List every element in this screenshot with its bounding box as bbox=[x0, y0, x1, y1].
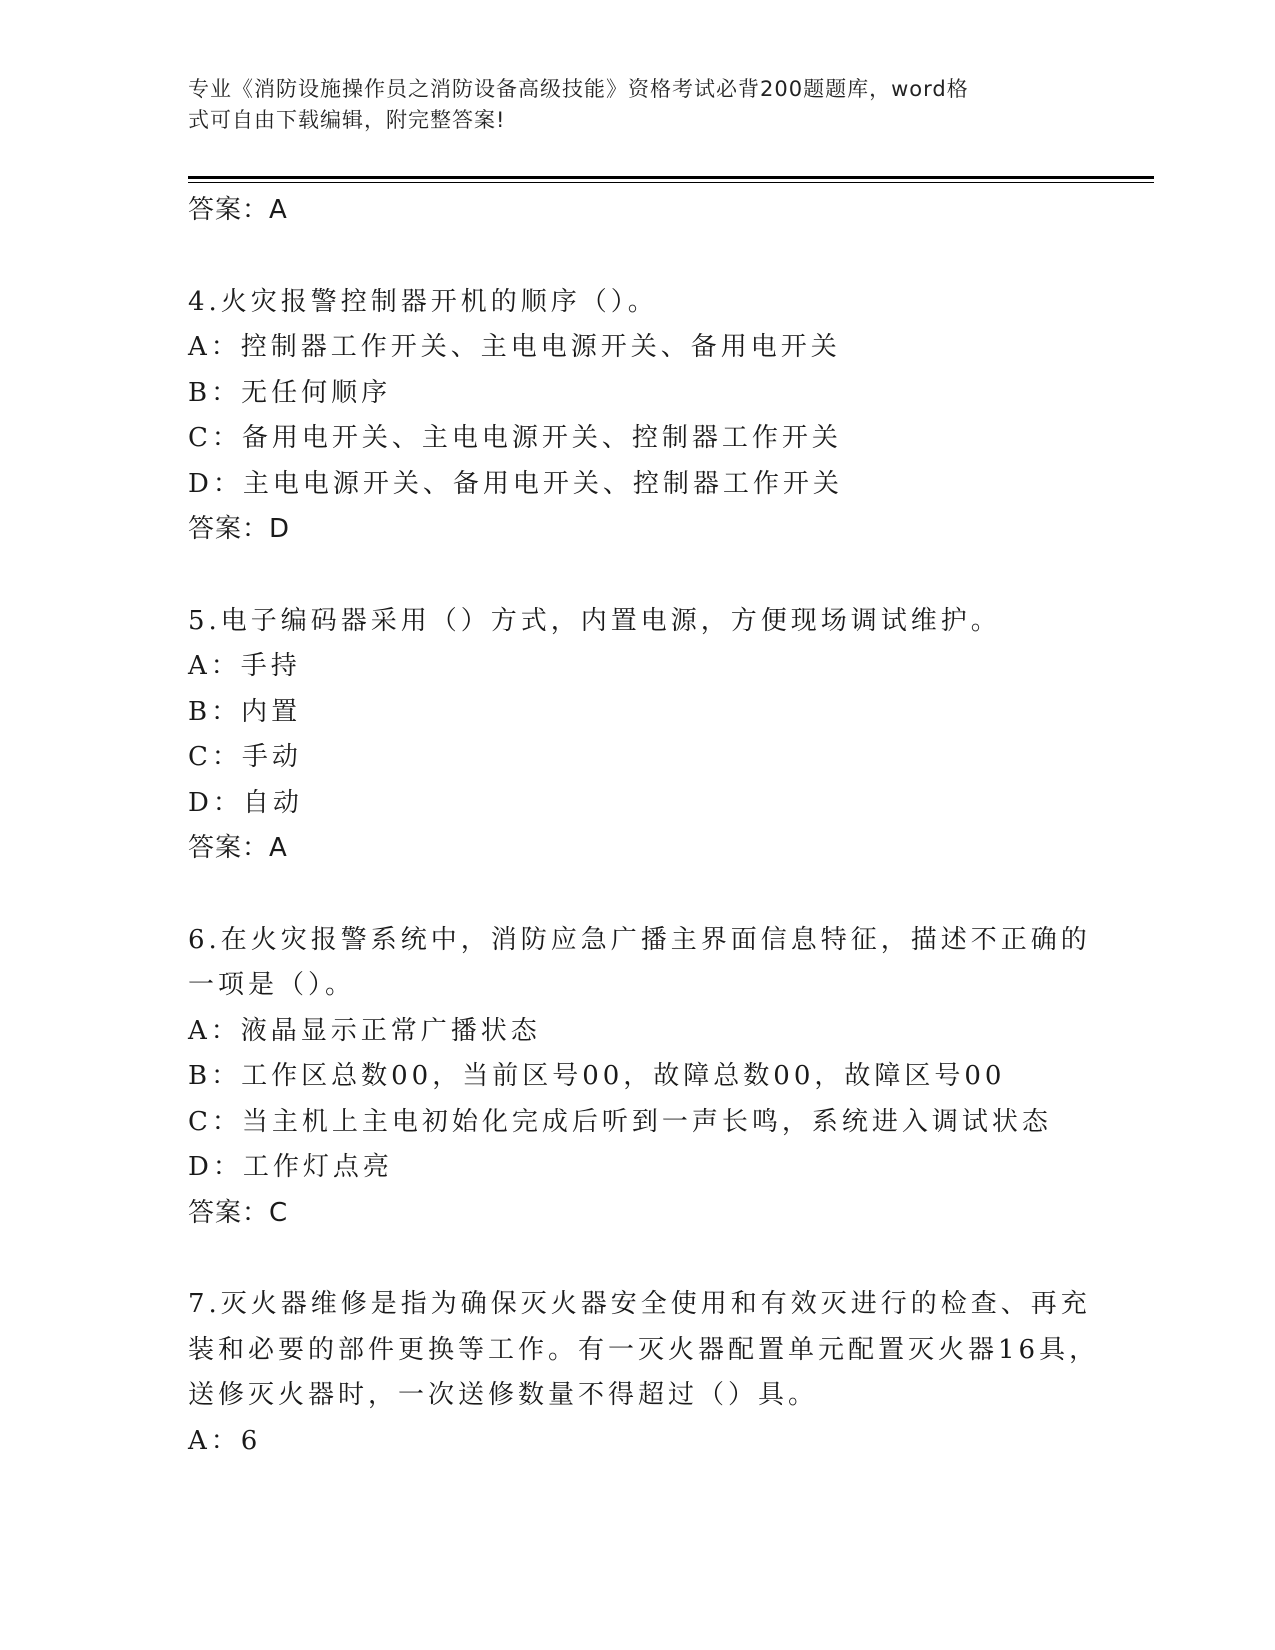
document-header bbox=[188, 74, 1068, 136]
header-line-2: 式可自由下载编辑，附完整答案! bbox=[188, 108, 506, 132]
question-stem: 4.火灾报警控制器开机的顺序（）。 bbox=[188, 286, 658, 317]
answer-value: A bbox=[269, 833, 288, 863]
option-c: C：备用电开关、主电电源开关、控制器工作开关 bbox=[188, 423, 842, 453]
question-answer bbox=[188, 1191, 1148, 1237]
option-d: D：工作灯点亮 bbox=[188, 1152, 393, 1182]
question-stem: 5.电子编码器采用（）方式，内置电源，方便现场调试维护。 bbox=[188, 605, 1001, 636]
option-d: D：主电电源开关、备用电开关、控制器工作开关 bbox=[188, 468, 843, 499]
spacer bbox=[188, 1236, 1148, 1282]
answer-label: 答案： bbox=[188, 514, 270, 544]
option-a: A：液晶显示正常广播状态 bbox=[188, 1015, 541, 1046]
header-divider-thin bbox=[188, 182, 1154, 183]
question-stem-line-2: 一项是（）。 bbox=[188, 970, 356, 1000]
option-a: A：6 bbox=[188, 1425, 262, 1456]
option-d: D：自动 bbox=[188, 787, 303, 818]
answer-label: 答案： bbox=[188, 195, 270, 225]
option-c: C：当主机上主电初始化完成后听到一声长鸣，系统进入调试状态 bbox=[188, 1106, 1052, 1137]
option-b: B：工作区总数00，当前区号00，故障总数00，故障区号00 bbox=[188, 1061, 1006, 1091]
option-b: B：内置 bbox=[188, 696, 302, 727]
question-stem-line-3: 送修灭火器时，一次送修数量不得超过（）具。 bbox=[188, 1380, 819, 1410]
question-item bbox=[188, 599, 1148, 872]
option-c: C：手动 bbox=[188, 742, 302, 772]
spacer bbox=[188, 553, 1148, 599]
option-a: A：手持 bbox=[188, 651, 301, 681]
question-answer bbox=[188, 826, 1148, 872]
answer-label: 答案： bbox=[188, 1197, 270, 1228]
spacer bbox=[188, 234, 1148, 280]
question-answer bbox=[188, 507, 1148, 553]
answer-value: D bbox=[269, 514, 291, 544]
previous-answer bbox=[188, 188, 1148, 234]
question-item bbox=[188, 1282, 1148, 1464]
answer-value: C bbox=[269, 1197, 289, 1228]
question-item bbox=[188, 918, 1148, 1237]
question-stem-line-1: 7.灭火器维修是指为确保灭火器安全使用和有效灭进行的检查、再充 bbox=[188, 1289, 1091, 1319]
question-list bbox=[188, 188, 1148, 1464]
question-stem-line-2: 装和必要的部件更换等工作。有一灭火器配置单元配置灭火器16具， bbox=[188, 1334, 1100, 1365]
question-item bbox=[188, 280, 1148, 553]
spacer bbox=[188, 872, 1148, 918]
option-a: A：控制器工作开关、主电电源开关、备用电开关 bbox=[188, 332, 841, 362]
answer-label: 答案： bbox=[188, 833, 270, 863]
question-stem-line-1: 6.在火灾报警系统中，消防应急广播主界面信息特征，描述不正确的 bbox=[188, 924, 1091, 955]
answer-value: A bbox=[269, 195, 288, 225]
header-divider-thick bbox=[188, 176, 1154, 179]
header-line-1: 专业《消防设施操作员之消防设备高级技能》资格考试必背200题题库，word格 bbox=[188, 77, 969, 101]
option-b: B：无任何顺序 bbox=[188, 377, 392, 408]
